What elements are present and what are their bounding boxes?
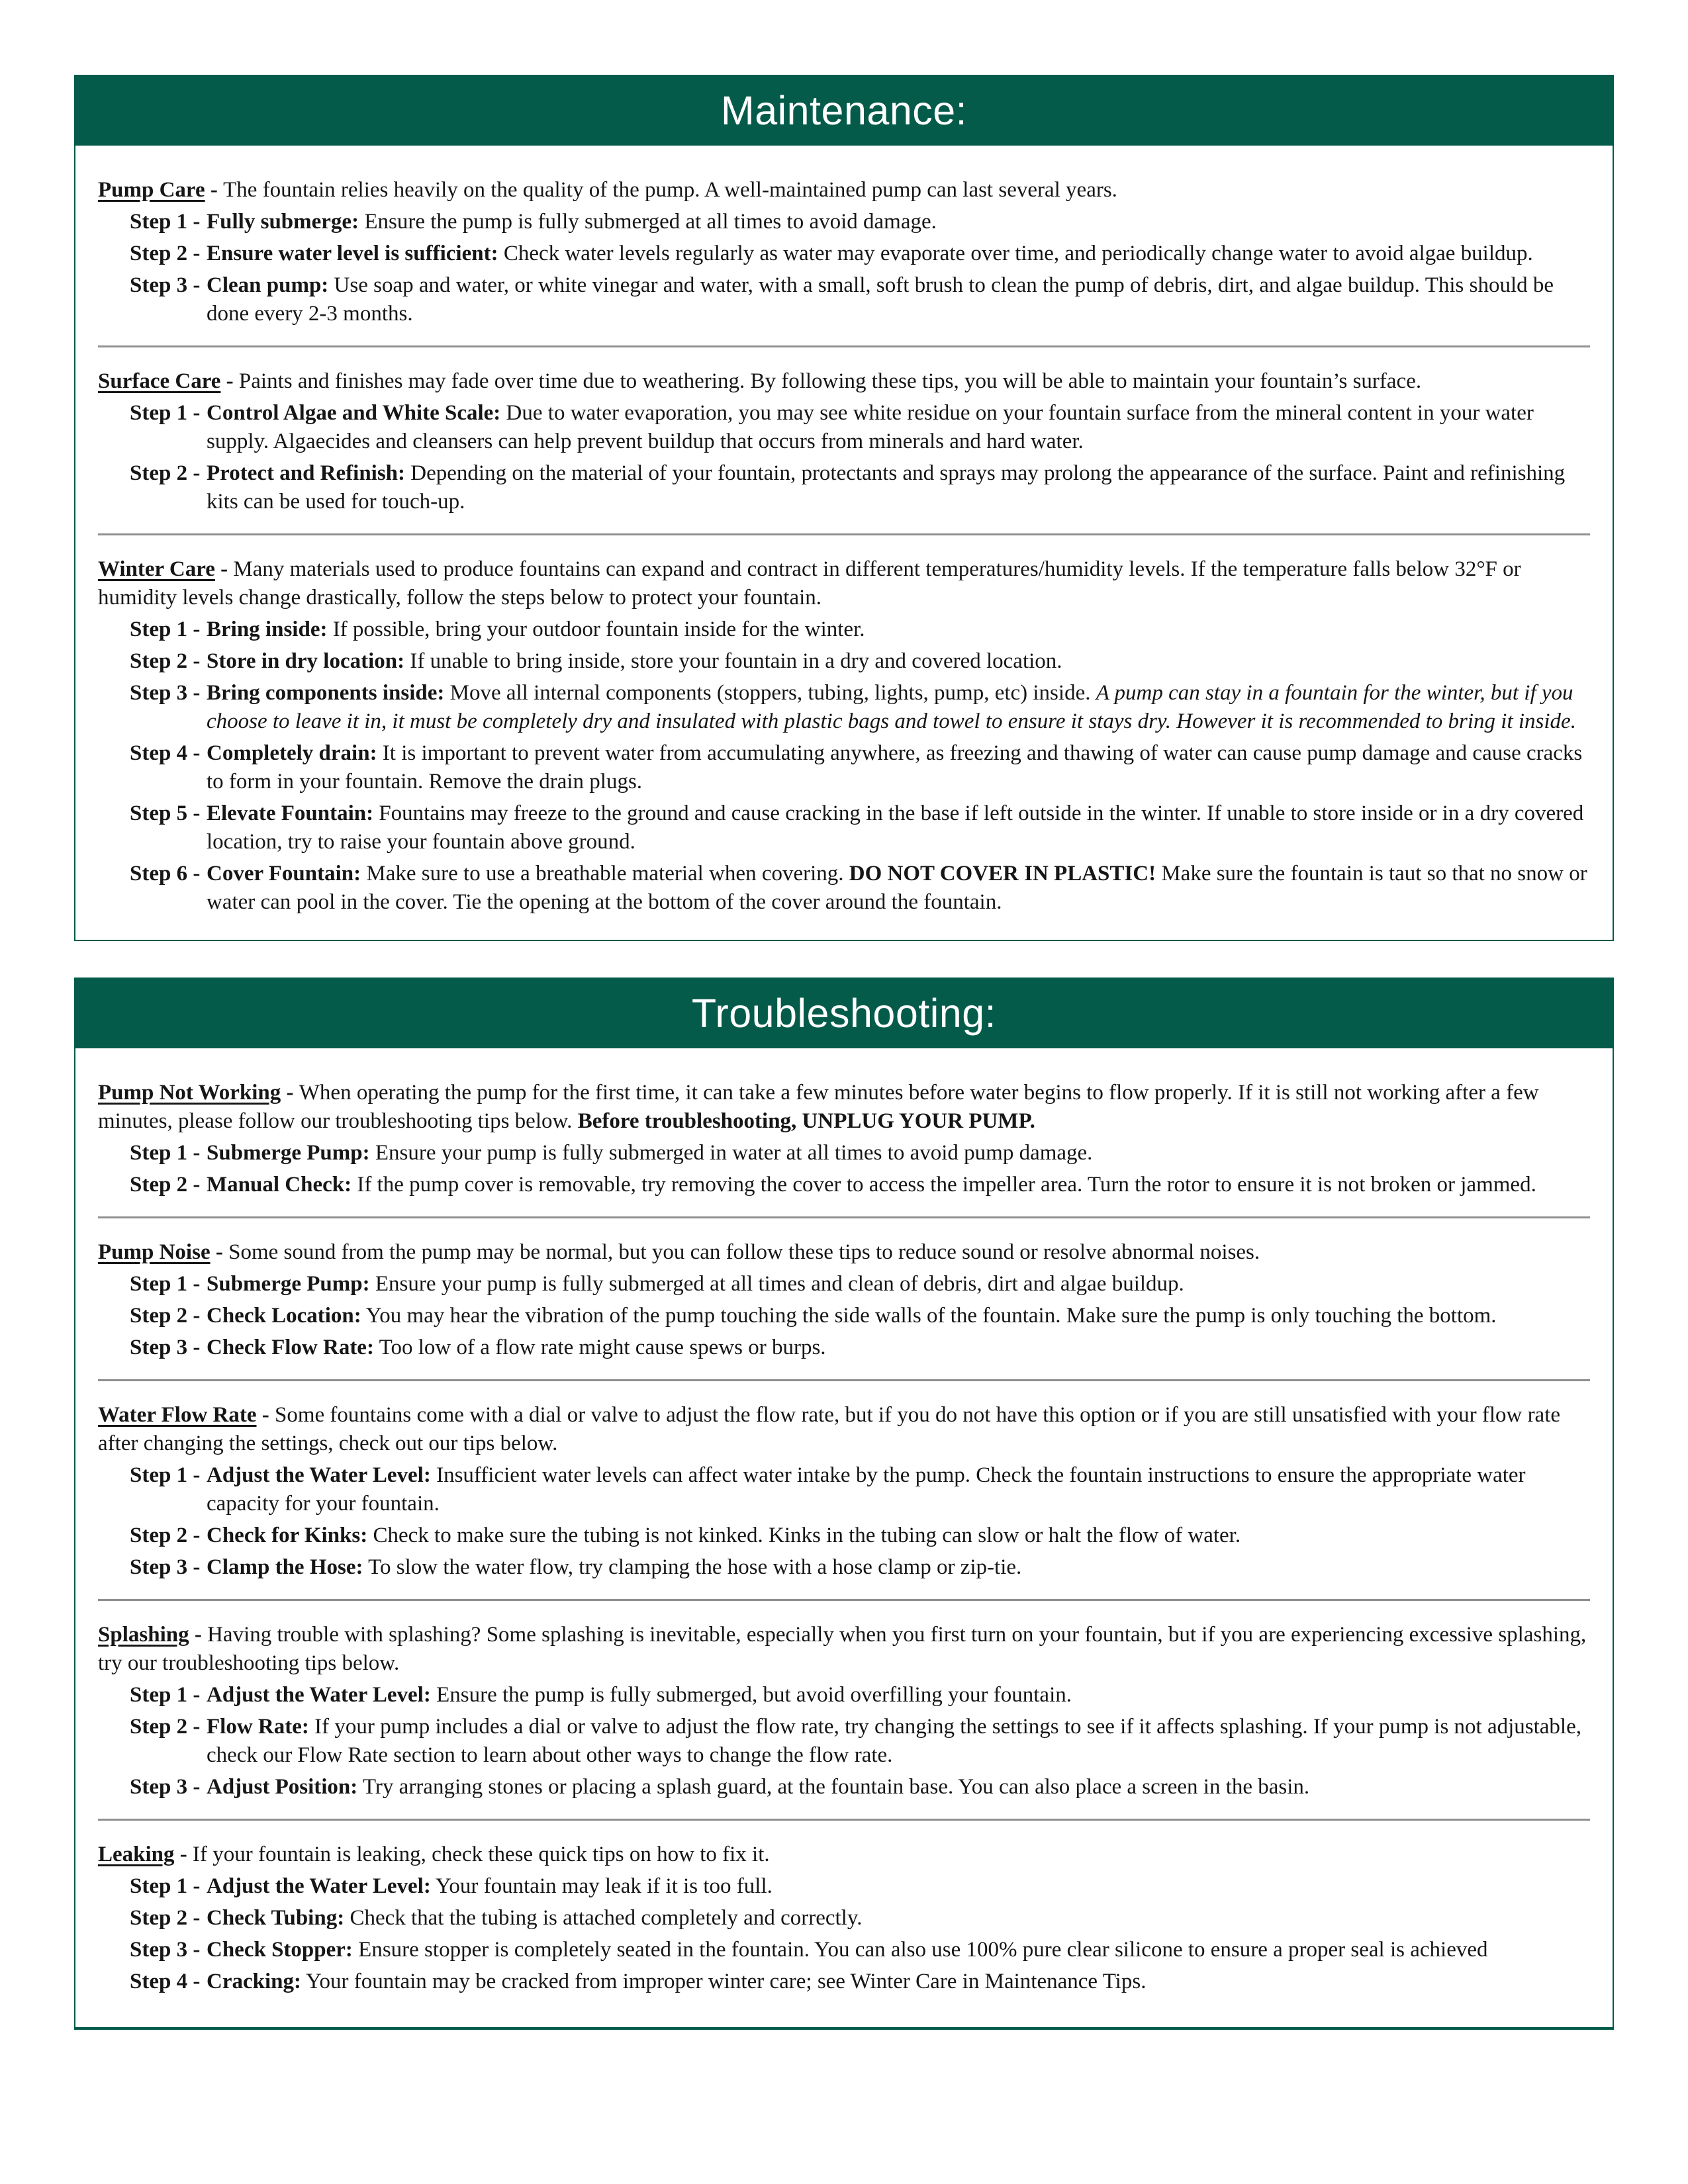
step-label: Step 3 - [130, 1775, 201, 1799]
group-winter-care [98, 555, 1590, 917]
step-text [353, 1938, 1488, 1962]
step-sublabel: Check Tubing: [207, 1906, 345, 1930]
step-row [98, 1171, 1590, 1199]
step-label: Step 6 - [130, 862, 201, 886]
group-heading [98, 367, 1590, 396]
step-text [370, 1272, 1184, 1296]
step-label: Step 4 - [130, 741, 201, 765]
step-text [357, 1775, 1309, 1799]
group-heading [98, 1079, 1590, 1136]
text-run: Some fountains come with a dial or valve to adjust the flow rate, but if you do not have this option or if you are still unsatisfied with your flow rate after changing the settings, check out our tips below. [98, 1403, 1561, 1455]
group-intro [98, 1081, 1539, 1133]
step-row [98, 1968, 1590, 1996]
section-divider [98, 345, 1590, 347]
step-body [207, 1553, 1590, 1582]
group-intro [228, 1240, 1260, 1264]
step-text [363, 1555, 1021, 1579]
step-text [404, 649, 1062, 673]
step-body [207, 647, 1590, 676]
group-name: Surface Care [98, 369, 221, 393]
step-sublabel: Flow Rate: [207, 1715, 309, 1739]
group-water-flow-rate [98, 1401, 1590, 1582]
step-row [98, 459, 1590, 516]
step-sublabel: Bring inside: [207, 617, 328, 641]
text-run: Fountains may freeze to the ground and cause cracking in the base if left outside in the winter. If unable to store inside or in a dry covered location, try to raise your fountain above ground. [207, 801, 1584, 854]
section-divider [98, 1216, 1590, 1218]
step-text [207, 862, 1587, 914]
group-dash: - [214, 557, 234, 581]
group-heading [98, 1238, 1590, 1267]
maintenance-content [75, 146, 1613, 940]
step-label: Step 1 - [130, 1272, 201, 1296]
group-intro [239, 369, 1421, 393]
step-label: Step 3 - [130, 1555, 201, 1579]
step-text [370, 1141, 1093, 1165]
text-run: A pump can stay in a fountain for the winter, but if you choose to leave it in, it must be completely dry and insulated with plastic bags and towel to ensure it stays dry. However it is recommended to bring it inside. [207, 681, 1576, 733]
step-sublabel: Submerge Pump: [207, 1272, 370, 1296]
step-label: Step 2 - [130, 242, 201, 265]
text-run: Ensure your pump is fully submerged at all times and clean of debris, dirt and algae buildup. [369, 1272, 1184, 1296]
step-label: Step 2 - [130, 1906, 201, 1930]
group-leaking [98, 1841, 1590, 1996]
step-row [98, 240, 1590, 268]
group-steps [98, 208, 1590, 328]
step-label: Step 2 - [130, 461, 201, 485]
step-row [98, 1713, 1590, 1770]
step-row [98, 1302, 1590, 1330]
step-row [98, 647, 1590, 676]
group-name: Pump Not Working [98, 1081, 281, 1105]
step-label: Step 3 - [130, 1336, 201, 1359]
step-label: Step 1 - [130, 1683, 201, 1707]
step-label: Step 2 - [130, 1524, 201, 1547]
text-run: Ensure your pump is fully submerged in water at all times to avoid pump damage. [369, 1141, 1093, 1165]
step-text [301, 1970, 1146, 1993]
step-sublabel: Ensure water level is sufficient: [207, 242, 498, 265]
maintenance-title: Maintenance: [720, 88, 968, 133]
group-steps [98, 615, 1590, 917]
step-sublabel: Cracking: [207, 1970, 301, 1993]
step-sublabel: Check for Kinks: [207, 1524, 368, 1547]
step-row [98, 1681, 1590, 1709]
step-body [207, 1681, 1590, 1709]
step-body [207, 860, 1590, 917]
group-name: Winter Care [98, 557, 215, 581]
maintenance-header-bar [75, 76, 1613, 146]
maintenance-section [74, 75, 1614, 941]
step-text [352, 1173, 1536, 1197]
step-sublabel: Clean pump: [207, 273, 329, 297]
group-steps [98, 399, 1590, 516]
step-row [98, 208, 1590, 236]
step-label: Step 5 - [130, 801, 201, 825]
group-steps [98, 1270, 1590, 1362]
step-body [207, 208, 1590, 236]
step-row [98, 799, 1590, 856]
text-run: Make sure the fountain is taut so that no snow or water can pool in the cover. Tie the opening at the bottom of the cover around the fountain. [207, 862, 1587, 914]
group-heading [98, 1841, 1590, 1869]
step-label: Step 3 - [130, 681, 201, 705]
group-name: Leaking [98, 1843, 175, 1866]
step-text [374, 1336, 826, 1359]
step-label: Step 2 - [130, 1715, 201, 1739]
group-pump-not-working [98, 1079, 1590, 1199]
group-intro [193, 1843, 770, 1866]
text-run: Due to water evaporation, you may see white residue on your fountain surface from the mineral content in your water supply. Algaecides and cleansers can help prevent buildup that occurs from minerals and hard water. [207, 401, 1534, 453]
step-body [207, 1904, 1590, 1933]
step-label: Step 1 - [130, 210, 201, 234]
text-run: Ensure the pump is fully submerged, but avoid overfilling your fountain. [430, 1683, 1072, 1707]
step-row [98, 1139, 1590, 1167]
troubleshooting-section [74, 978, 1614, 2030]
text-run: Paints and finishes may fade over time due to weathering. By following these tips, you will be able to maintain your fountain’s surface. [238, 369, 1422, 393]
step-body [207, 1302, 1590, 1330]
step-row [98, 1936, 1590, 1964]
step-body [207, 1872, 1590, 1901]
step-sublabel: Adjust the Water Level: [207, 1463, 431, 1487]
step-text [207, 801, 1583, 854]
step-label: Step 1 - [130, 617, 201, 641]
text-run: To slow the water flow, try clamping the hose with a hose clamp or zip-tie. [363, 1555, 1022, 1579]
step-label: Step 3 - [130, 273, 201, 297]
step-sublabel: Control Algae and White Scale: [207, 401, 501, 425]
text-run: If possible, bring your outdoor fountain inside for the winter. [327, 617, 865, 641]
step-sublabel: Cover Fountain: [207, 862, 361, 886]
text-run: When operating the pump for the first time, it can take a few minutes before water begins to flow properly. If it is still not working after a few minutes, please follow our troubleshooting tips below. [98, 1081, 1539, 1133]
step-row [98, 1334, 1590, 1362]
step-body [207, 679, 1590, 736]
step-text [207, 461, 1565, 514]
text-run: Check that the tubing is attached completely and correctly. [344, 1906, 863, 1930]
text-run: You may hear the vibration of the pump touching the side walls of the fountain. Make sure the pump is only touching the bottom. [361, 1304, 1497, 1328]
group-pump-care [98, 176, 1590, 328]
step-sublabel: Protect and Refinish: [207, 461, 406, 485]
step-body [207, 799, 1590, 856]
text-run: The fountain relies heavily on the quality of the pump. A well-maintained pump can last several years. [223, 178, 1117, 202]
step-body [207, 1171, 1590, 1199]
step-label: Step 1 - [130, 1463, 201, 1487]
group-steps [98, 1872, 1590, 1996]
step-body [207, 240, 1590, 268]
step-text [207, 273, 1554, 326]
step-text [361, 1304, 1497, 1328]
step-text [207, 741, 1582, 794]
text-run: DO NOT COVER IN PLASTIC! [849, 862, 1156, 886]
text-run: Your fountain may be cracked from improper winter care; see Winter Care in Maintenance Tips. [301, 1970, 1147, 1993]
step-row [98, 1773, 1590, 1801]
troubleshooting-header-bar [75, 979, 1613, 1048]
manual-page [0, 75, 1688, 2184]
group-steps [98, 1681, 1590, 1801]
text-run: If unable to bring inside, store your fountain in a dry and covered location. [404, 649, 1062, 673]
group-intro [223, 178, 1117, 202]
step-body [207, 739, 1590, 796]
text-run: Many materials used to produce fountains can expand and contract in different temperatures/humidity levels. If the temperature falls below 32°F or humidity levels change drastically, follow the steps below to protect your fountain. [98, 557, 1521, 610]
step-sublabel: Check Flow Rate: [207, 1336, 374, 1359]
troubleshooting-content [75, 1048, 1613, 2027]
text-run: Your fountain may leak if it is too full. [430, 1874, 773, 1898]
step-body [207, 1968, 1590, 1996]
step-row [98, 1872, 1590, 1901]
step-body [207, 1461, 1590, 1518]
group-intro [98, 1623, 1586, 1675]
group-intro [98, 1403, 1560, 1455]
step-sublabel: Check Location: [207, 1304, 361, 1328]
step-sublabel: Check Stopper: [207, 1938, 353, 1962]
step-label: Step 2 - [130, 649, 201, 673]
group-dash: - [189, 1623, 208, 1647]
text-run: Depending on the material of your fountain, protectants and sprays may prolong the appearance of the surface. Paint and refinishing kits can be used for touch-up. [207, 461, 1566, 514]
text-run: Check to make sure the tubing is not kinked. Kinks in the tubing can slow or halt the flow of water. [367, 1524, 1241, 1547]
text-run: Move all internal components (stoppers, tubing, lights, pump, etc) inside. [444, 681, 1096, 705]
step-sublabel: Adjust Position: [207, 1775, 358, 1799]
section-divider [98, 1379, 1590, 1381]
group-name: Pump Noise [98, 1240, 211, 1264]
group-dash: - [220, 369, 239, 393]
step-row [98, 1270, 1590, 1298]
step-label: Step 4 - [130, 1970, 201, 1993]
text-run: If the pump cover is removable, try removing the cover to access the impeller area. Turn the rotor to ensure it is not broken or jammed. [352, 1173, 1536, 1197]
step-text [431, 1683, 1072, 1707]
group-steps [98, 1461, 1590, 1582]
step-text [498, 242, 1533, 265]
step-text [327, 617, 865, 641]
step-body [207, 1334, 1590, 1362]
step-row [98, 860, 1590, 917]
step-text [207, 1715, 1581, 1767]
step-sublabel: Elevate Fountain: [207, 801, 374, 825]
step-label: Step 2 - [130, 1173, 201, 1197]
text-run: Having trouble with splashing? Some splashing is inevitable, especially when you first turn on your fountain, but if you are experiencing excessive splashing, try our troubleshooting tips below. [98, 1623, 1587, 1675]
step-row [98, 1553, 1590, 1582]
step-sublabel: Store in dry location: [207, 649, 405, 673]
text-run: Use soap and water, or white vinegar and water, with a small, soft brush to clean the pump of debris, dirt, and algae buildup. This should be done every 2-3 months. [207, 273, 1554, 326]
group-heading [98, 176, 1590, 205]
step-body [207, 1522, 1590, 1550]
step-row [98, 679, 1590, 736]
step-row [98, 615, 1590, 644]
text-run: Ensure the pump is fully submerged at all times to avoid damage. [359, 210, 937, 234]
group-name: Water Flow Rate [98, 1403, 257, 1427]
step-sublabel: Clamp the Hose: [207, 1555, 363, 1579]
step-body [207, 1270, 1590, 1298]
step-body [207, 399, 1590, 456]
group-heading [98, 1401, 1590, 1458]
step-sublabel: Manual Check: [207, 1173, 352, 1197]
step-label: Step 1 - [130, 1141, 201, 1165]
text-run: Before troubleshooting, UNPLUG YOUR PUMP. [577, 1109, 1035, 1133]
step-row [98, 1461, 1590, 1518]
step-body [207, 1773, 1590, 1801]
text-run: Some sound from the pump may be normal, but you can follow these tips to reduce sound or resolve abnormal noises. [228, 1240, 1260, 1264]
step-row [98, 739, 1590, 796]
group-heading [98, 1621, 1590, 1678]
step-label: Step 1 - [130, 1874, 201, 1898]
step-sublabel: Fully submerge: [207, 210, 359, 234]
section-divider [98, 1599, 1590, 1601]
step-sublabel: Adjust the Water Level: [207, 1683, 431, 1707]
step-row [98, 399, 1590, 456]
text-run: Insufficient water levels can affect water intake by the pump. Check the fountain instructions to ensure the appropriate water capacity for your fountain. [207, 1463, 1526, 1516]
step-body [207, 1936, 1590, 1964]
text-run: Too low of a flow rate might cause spews or burps. [373, 1336, 826, 1359]
text-run: Make sure to use a breathable material when covering. [361, 862, 849, 886]
group-dash: - [210, 1240, 229, 1264]
group-dash: - [281, 1081, 299, 1105]
text-run: Try arranging stones or placing a splash guard, at the fountain base. You can also place a screen in the basin. [357, 1775, 1310, 1799]
troubleshooting-title: Troubleshooting: [691, 991, 997, 1036]
step-body [207, 1713, 1590, 1770]
step-sublabel: Adjust the Water Level: [207, 1874, 431, 1898]
step-body [207, 615, 1590, 644]
group-steps [98, 1139, 1590, 1199]
text-run: Check water levels regularly as water may evaporate over time, and periodically change water to avoid algae buildup. [498, 242, 1533, 265]
step-label: Step 2 - [130, 1304, 201, 1328]
text-run: If your fountain is leaking, check these quick tips on how to fix it. [193, 1843, 770, 1866]
step-body [207, 271, 1590, 328]
group-name: Splashing [98, 1623, 189, 1647]
group-pump-noise [98, 1238, 1590, 1362]
step-sublabel: Submerge Pump: [207, 1141, 370, 1165]
step-body [207, 459, 1590, 516]
group-dash: - [256, 1403, 275, 1427]
text-run: Ensure stopper is completely seated in the fountain. You can also use 100% pure clear silicone to ensure a proper seal is achieved [352, 1938, 1488, 1962]
text-run: If your pump includes a dial or valve to adjust the flow rate, try changing the settings to see if it affects splashing. If your pump is not adjustable, check our Flow Rate section to learn about other ways to change the flow rate. [207, 1715, 1581, 1767]
step-sublabel: Completely drain: [207, 741, 377, 765]
step-label: Step 3 - [130, 1938, 201, 1962]
step-text [431, 1874, 773, 1898]
text-run: It is important to prevent water from accumulating anywhere, as freezing and thawing of water can cause pump damage and cause cracks to form in your fountain. Remove the drain plugs. [207, 741, 1583, 794]
group-heading [98, 555, 1590, 612]
group-dash: - [205, 178, 224, 202]
step-sublabel: Bring components inside: [207, 681, 445, 705]
step-label: Step 1 - [130, 401, 201, 425]
group-dash: - [174, 1843, 193, 1866]
section-divider [98, 1819, 1590, 1821]
step-text [367, 1524, 1241, 1547]
step-text [344, 1906, 862, 1930]
section-divider [98, 533, 1590, 535]
step-text [359, 210, 937, 234]
step-row [98, 1904, 1590, 1933]
group-intro [98, 557, 1521, 610]
group-splashing [98, 1621, 1590, 1801]
step-body [207, 1139, 1590, 1167]
step-row [98, 271, 1590, 328]
step-row [98, 1522, 1590, 1550]
group-surface-care [98, 367, 1590, 516]
group-name: Pump Care [98, 178, 205, 202]
